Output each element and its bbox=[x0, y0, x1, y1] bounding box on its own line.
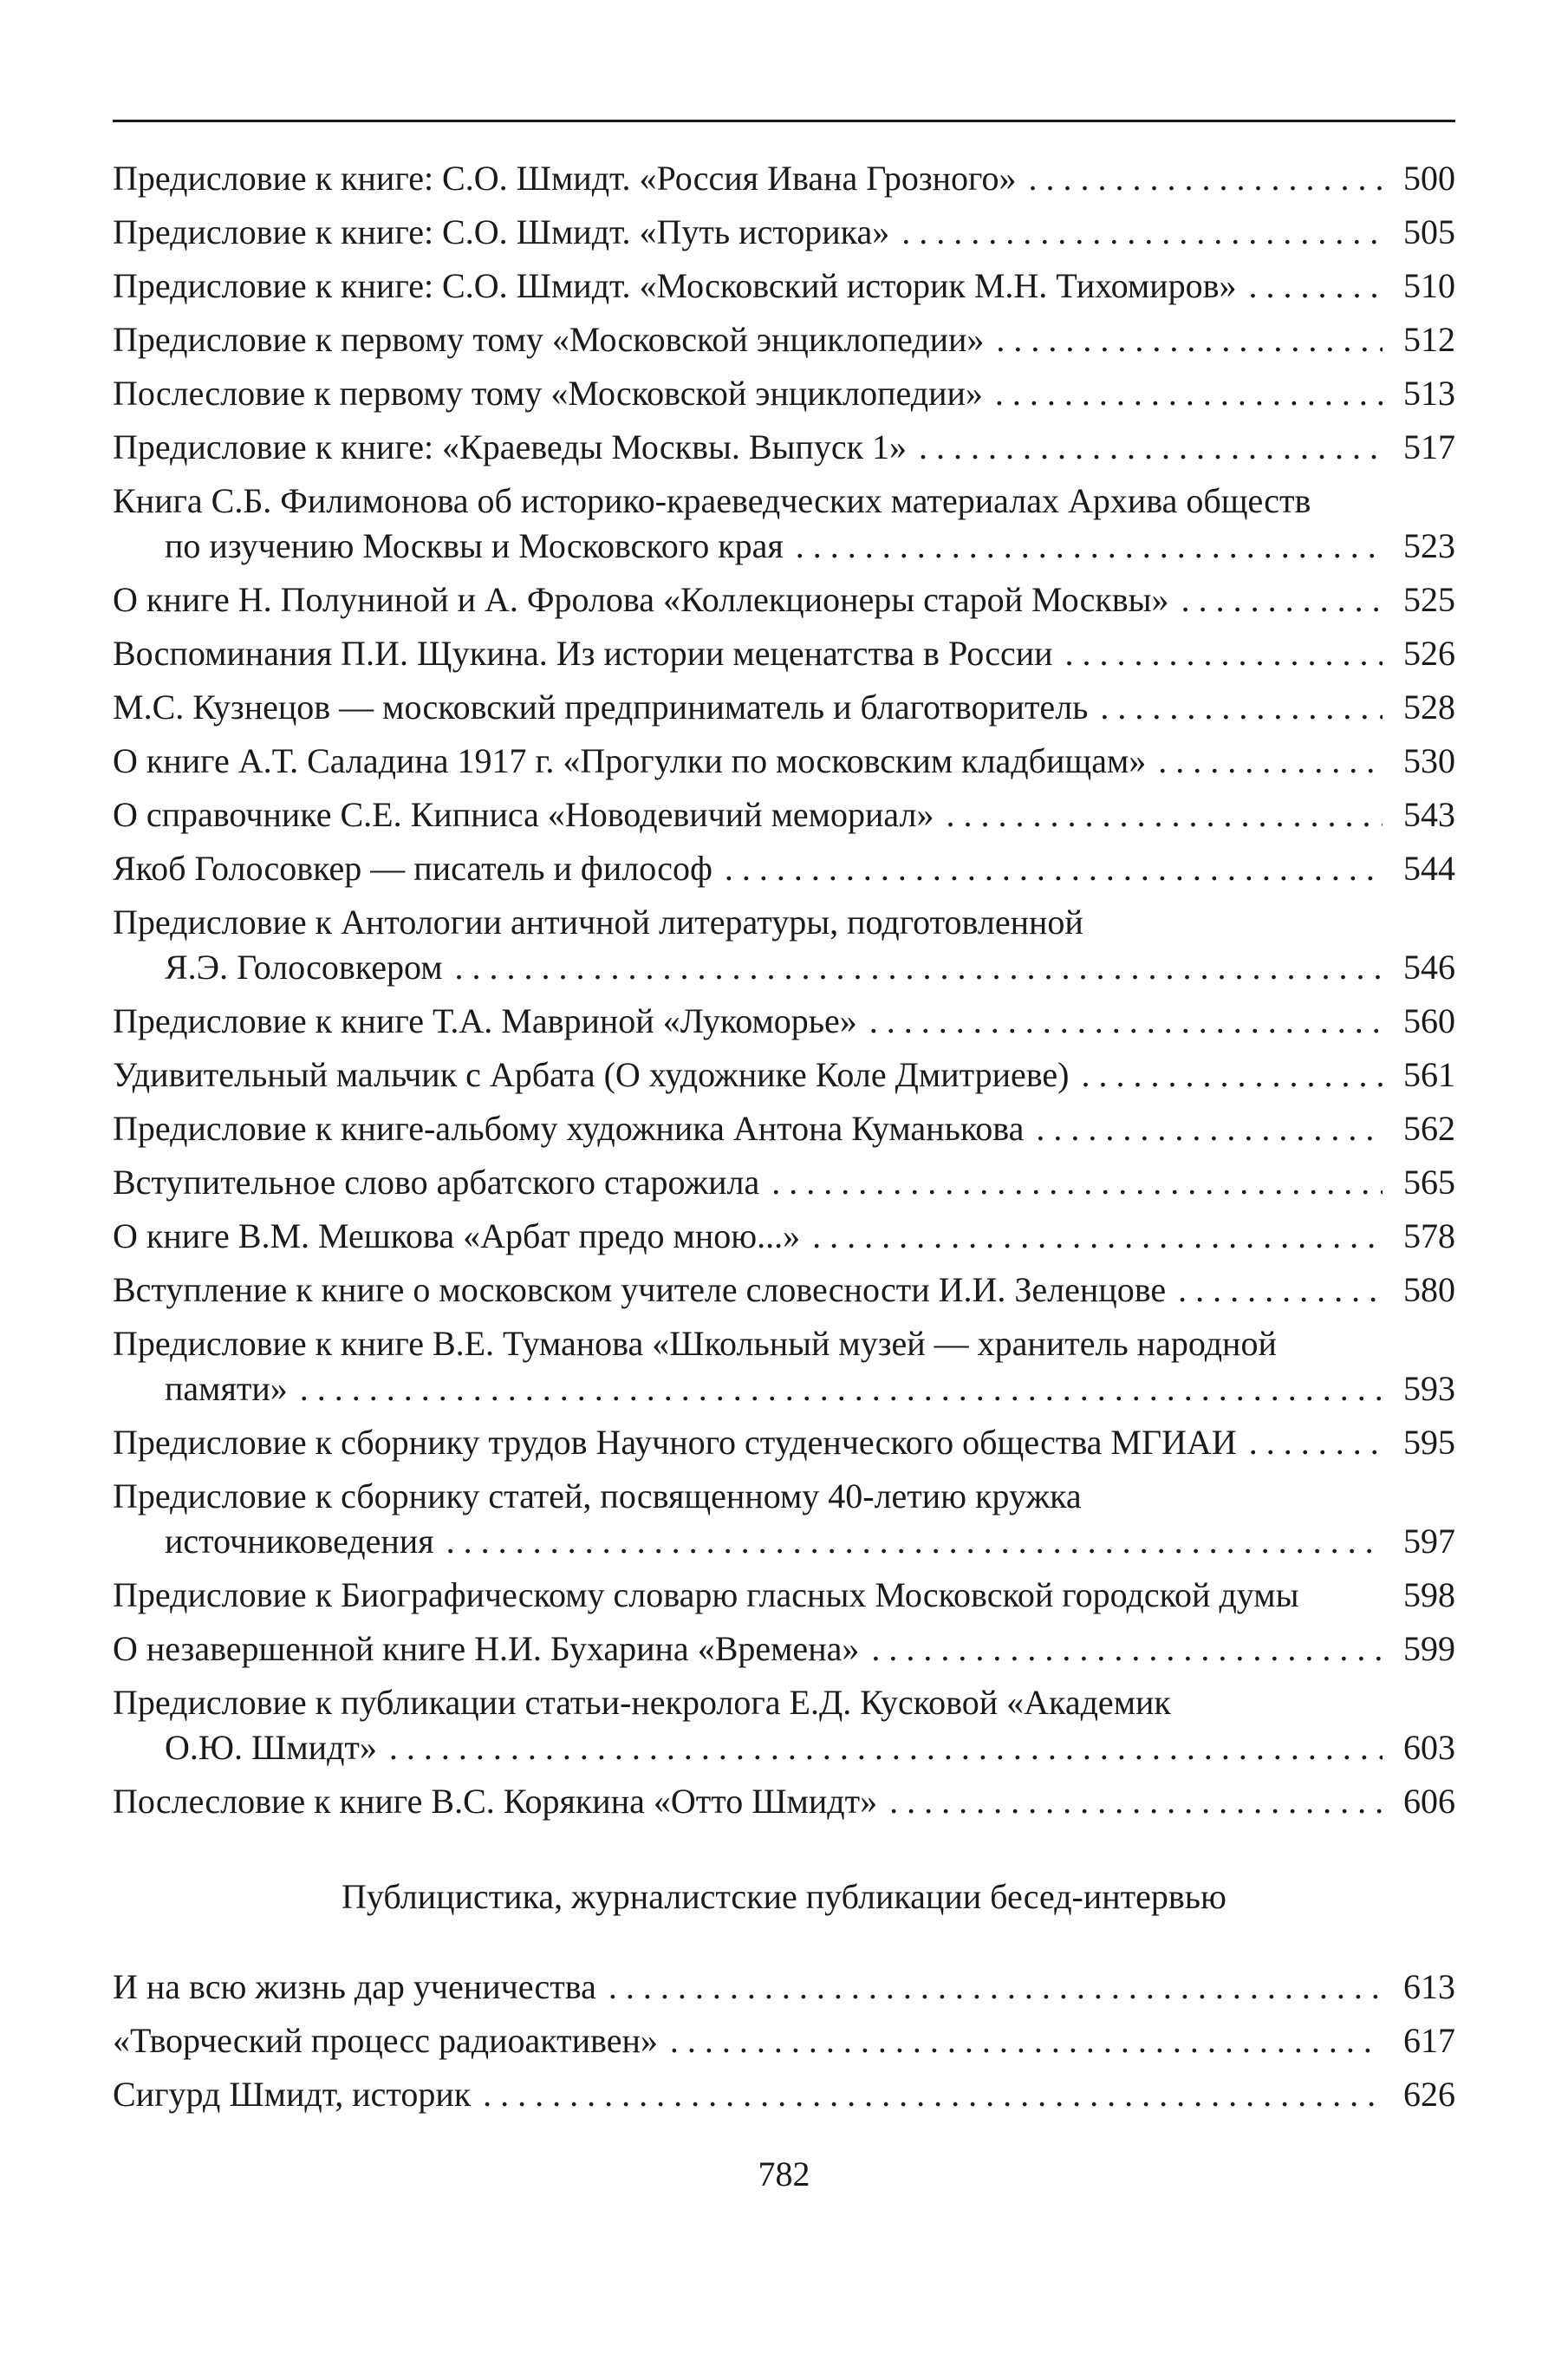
toc-entry-page: 580 bbox=[1403, 1270, 1455, 1309]
toc-entry-title: Предисловие к книге В.Е. Туманова «Школьный музей — хранитель народной bbox=[113, 1324, 1277, 1363]
toc-entry-page: 598 bbox=[1403, 1575, 1455, 1614]
leader-dots bbox=[608, 1965, 1383, 2010]
toc-entry-title: Сигурд Шмидт, историк bbox=[113, 2075, 472, 2114]
toc-entry bbox=[113, 685, 1455, 730]
toc-entry-page: 593 bbox=[1403, 1369, 1455, 1408]
toc-entry bbox=[113, 2072, 1455, 2117]
toc-entry-page: 512 bbox=[1403, 320, 1455, 359]
toc-entry bbox=[113, 1053, 1455, 1098]
toc-entry-page: 617 bbox=[1403, 2021, 1455, 2060]
toc-entry bbox=[113, 317, 1455, 362]
toc-entry-title: Предисловие к публикации статьи-некролога Е.Д. Кусковой «Академик bbox=[113, 1683, 1171, 1722]
toc-entry-page: 528 bbox=[1403, 688, 1455, 727]
toc-entry-page: 597 bbox=[1403, 1522, 1455, 1561]
leader-dots bbox=[670, 2018, 1383, 2063]
toc-entry bbox=[113, 210, 1455, 255]
toc-entry-page: 530 bbox=[1403, 741, 1455, 780]
toc-entry bbox=[113, 156, 1455, 201]
toc-entry-page: 510 bbox=[1403, 266, 1455, 305]
toc-entry-page: 606 bbox=[1403, 1782, 1455, 1821]
leader-dots bbox=[1248, 264, 1383, 309]
toc-entry bbox=[113, 1214, 1455, 1259]
toc-entry-title: Предисловие к книге Т.А. Мавриной «Лукоморье» bbox=[113, 1001, 857, 1040]
toc-entry-title: О книге В.М. Мешкова «Арбат предо мною...» bbox=[113, 1216, 801, 1255]
leader-dots bbox=[1178, 1268, 1383, 1313]
toc-entry-title: О книге А.Т. Саладина 1917 г. «Прогулки по московским кладбищам» bbox=[113, 741, 1147, 780]
toc-entry-title-continued: по изучению Москвы и Московского края bbox=[165, 526, 784, 565]
toc-entry-title: Предисловие к книге: С.О. Шмидт. «Московский историк М.Н. Тихомиров» bbox=[113, 266, 1237, 305]
toc-entry bbox=[113, 1626, 1455, 1672]
leader-dots bbox=[996, 317, 1383, 362]
toc-entry bbox=[113, 264, 1455, 309]
toc-entry bbox=[113, 1474, 1455, 1564]
section-heading: Публицистика, журналистские публикации бесед-интервью bbox=[342, 1877, 1226, 1916]
toc-entry-title: Вступление к книге о московском учителе словесности И.И. Зеленцове bbox=[113, 1270, 1167, 1309]
toc-entry-title: О незавершенной книге Н.И. Бухарина «Времена» bbox=[113, 1629, 860, 1668]
toc-entry-title: Предисловие к сборнику статей, посвященному 40-летию кружка bbox=[113, 1476, 1082, 1515]
toc-entry-page: 546 bbox=[1403, 948, 1455, 987]
toc-entry-title: Предисловие к первому тому «Московской энциклопедии» bbox=[113, 320, 985, 359]
toc-entry-page: 526 bbox=[1403, 634, 1455, 673]
leader-dots bbox=[889, 1779, 1383, 1824]
toc-entry-title-continued: О.Ю. Шмидт» bbox=[165, 1728, 377, 1767]
toc-entry-title: Якоб Голосовкер — писатель и философ bbox=[113, 849, 712, 888]
toc-entry bbox=[113, 1321, 1455, 1411]
leader-dots bbox=[869, 999, 1383, 1044]
toc-entry bbox=[113, 900, 1455, 990]
toc-entry-page: 565 bbox=[1403, 1163, 1455, 1202]
leader-dots bbox=[446, 1519, 1383, 1564]
leader-dots bbox=[1065, 631, 1383, 676]
leader-dots bbox=[1036, 1106, 1383, 1151]
toc-entry-page: 544 bbox=[1403, 849, 1455, 888]
toc-entry-page: 626 bbox=[1403, 2075, 1455, 2114]
leader-dots bbox=[483, 2072, 1383, 2117]
toc-entry bbox=[113, 1160, 1455, 1205]
toc-entry-title: Воспоминания П.И. Щукина. Из истории меценатства в России bbox=[113, 634, 1053, 673]
toc-entry-page: 560 bbox=[1403, 1001, 1455, 1040]
leader-dots bbox=[455, 945, 1383, 990]
toc-entry-page: 599 bbox=[1403, 1629, 1455, 1668]
toc-entry bbox=[113, 631, 1455, 676]
toc-entry bbox=[113, 371, 1455, 416]
toc-entry-title: Вступительное слово арбатского старожила bbox=[113, 1163, 760, 1202]
toc-entry-title: Предисловие к Биографическому словарю гласных Московской городской думы bbox=[113, 1575, 1299, 1614]
toc-entry bbox=[113, 1680, 1455, 1770]
toc-entry-title: Книга С.Б. Филимонова об историко-краеведческих материалах Архива обществ bbox=[113, 481, 1311, 520]
toc-entry bbox=[113, 792, 1455, 838]
toc-entry-page: 525 bbox=[1403, 580, 1455, 619]
toc-entry-page: 505 bbox=[1403, 212, 1455, 251]
toc-entry-page: 603 bbox=[1403, 1728, 1455, 1767]
toc-entry-page: 562 bbox=[1403, 1109, 1455, 1148]
leader-dots bbox=[300, 1366, 1383, 1411]
toc-entry-title: Послесловие к книге В.С. Корякина «Отто Шмидт» bbox=[113, 1782, 878, 1821]
toc-entry-title: М.С. Кузнецов — московский предприниматель и благотворитель bbox=[113, 688, 1089, 727]
leader-dots bbox=[796, 524, 1383, 569]
leader-dots bbox=[995, 371, 1383, 416]
toc-entry-page: 595 bbox=[1403, 1423, 1455, 1462]
toc-entry-title: Удивительный мальчик с Арбата (О художнике Коле Дмитриеве) bbox=[113, 1055, 1070, 1094]
table-of-contents bbox=[113, 156, 1455, 2126]
toc-entry-page: 517 bbox=[1403, 427, 1455, 466]
toc-entry-title: О справочнике С.Е. Кипниса «Новодевичий мемориал» bbox=[113, 795, 934, 834]
toc-entry bbox=[113, 846, 1455, 891]
toc-entry-title: Предисловие к книге: «Краеведы Москвы. Выпуск 1» bbox=[113, 427, 908, 466]
leader-dots bbox=[1028, 156, 1383, 201]
toc-entry-title: «Творческий процесс радиоактивен» bbox=[113, 2021, 658, 2060]
toc-entry-page: 578 bbox=[1403, 1216, 1455, 1255]
leader-dots bbox=[1158, 739, 1383, 784]
toc-entry-page: 500 bbox=[1403, 159, 1455, 198]
toc-entry bbox=[113, 1268, 1455, 1313]
leader-dots bbox=[1249, 1420, 1383, 1465]
page-number: 782 bbox=[758, 2154, 810, 2193]
toc-entry-title: О книге Н. Полуниной и А. Фролова «Коллекционеры старой Москвы» bbox=[113, 580, 1169, 619]
toc-entry-page: 561 bbox=[1403, 1055, 1455, 1094]
leader-dots bbox=[812, 1214, 1383, 1259]
toc-entry bbox=[113, 739, 1455, 784]
toc-entry bbox=[113, 2018, 1455, 2063]
toc-entry bbox=[113, 1965, 1455, 2010]
toc-entry-title-continued: Я.Э. Голосовкером bbox=[165, 948, 443, 987]
toc-entry bbox=[113, 577, 1455, 622]
leader-dots bbox=[946, 792, 1383, 838]
leader-dots bbox=[1100, 685, 1383, 730]
toc-entry-page: 613 bbox=[1403, 1967, 1455, 2006]
leader-dots bbox=[725, 846, 1383, 891]
leader-dots bbox=[871, 1626, 1383, 1672]
toc-entry bbox=[113, 1420, 1455, 1465]
toc-entry-page: 523 bbox=[1403, 526, 1455, 565]
toc-entry bbox=[113, 479, 1455, 569]
toc-entry-title: Предисловие к книге: С.О. Шмидт. «Путь историка» bbox=[113, 212, 890, 251]
toc-entry-title-continued: источниковедения bbox=[165, 1522, 434, 1561]
toc-entry-title: Предисловие к Антологии античной литературы, подготовленной bbox=[113, 903, 1083, 942]
toc-entry-title-continued: памяти» bbox=[165, 1369, 288, 1408]
toc-entry-title: Предисловие к книге-альбому художника Антона Куманькова bbox=[113, 1109, 1025, 1148]
leader-dots bbox=[389, 1725, 1383, 1770]
leader-dots bbox=[919, 425, 1383, 470]
toc-entry-title: Послесловие к первому тому «Московской энциклопедии» bbox=[113, 374, 983, 413]
toc-entry-page: 513 bbox=[1403, 374, 1455, 413]
toc-entry bbox=[113, 1779, 1455, 1824]
toc-entry bbox=[113, 999, 1455, 1044]
toc-entry bbox=[113, 1106, 1455, 1151]
toc-entry bbox=[113, 1573, 1455, 1618]
toc-entry-title: Предисловие к книге: С.О. Шмидт. «Россия Ивана Грозного» bbox=[113, 159, 1017, 198]
toc-entry-page: 543 bbox=[1403, 795, 1455, 834]
leader-dots bbox=[901, 210, 1383, 255]
leader-dots bbox=[1081, 1053, 1383, 1098]
toc-entry bbox=[113, 425, 1455, 470]
top-rule bbox=[113, 120, 1455, 122]
toc-entry-title: И на всю жизнь дар ученичества bbox=[113, 1967, 596, 2006]
toc-entry-title: Предисловие к сборнику трудов Научного студенческого общества МГИАИ bbox=[113, 1423, 1237, 1462]
leader-dots bbox=[1181, 577, 1383, 622]
leader-dots bbox=[771, 1160, 1383, 1205]
